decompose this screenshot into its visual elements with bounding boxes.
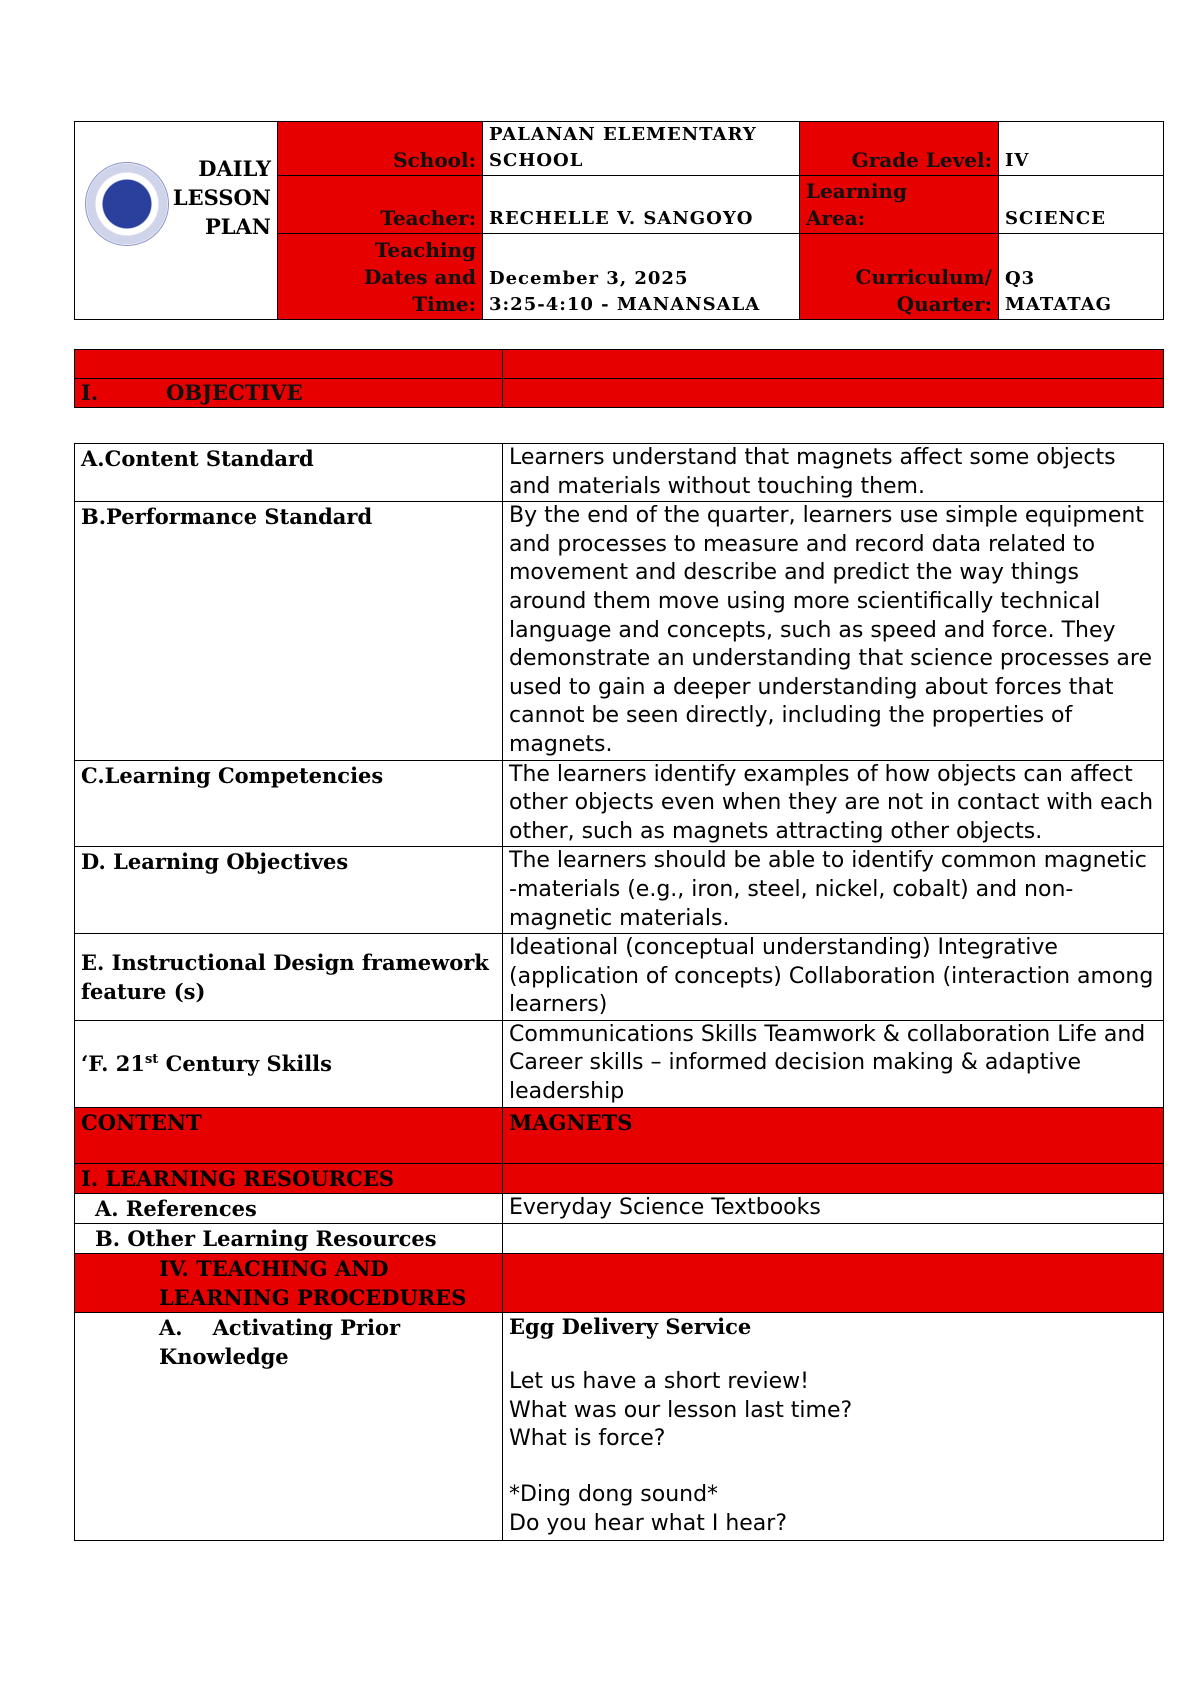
activating-line: Let us have a short review!	[509, 1369, 809, 1395]
activating-value	[503, 1312, 1164, 1540]
other-resources-value	[503, 1223, 1164, 1253]
other-resources-label: B. Other Learning Resources	[75, 1223, 503, 1253]
band-blank-right	[503, 350, 1164, 379]
activating-line: Do you hear what I hear?	[509, 1510, 788, 1536]
performance-standard-label: B.Performance Standard	[75, 502, 503, 760]
performance-standard-value: By the end of the quarter, learners use simple equipment and processes to measure and record data related to movement and describe and predict the way things around them move using more scientifically technical language and concepts, such as speed and force. They demonstrate an understanding that science processes are used to gain a deeper understanding about forces that cannot be seen directly, including the properties of magnets.	[503, 502, 1164, 760]
deped-seal-icon	[85, 162, 169, 246]
table-row	[75, 1020, 1164, 1107]
references-label: A. References	[75, 1193, 503, 1223]
design-label: E. Instructional Design framework feature (s)	[75, 934, 503, 1021]
table-row	[75, 1253, 1164, 1312]
logo-title-cell	[75, 122, 278, 320]
school-label: School:	[278, 122, 483, 176]
content-value: MAGNETS	[503, 1107, 1164, 1163]
table-row	[75, 1163, 1164, 1193]
curriculum-label: Curriculum/ Quarter:	[800, 234, 999, 320]
table-row	[75, 934, 1164, 1021]
table-row	[75, 1312, 1164, 1540]
table-row	[75, 1193, 1164, 1223]
teacher-value: RECHELLE V. SANGOYO	[483, 176, 800, 234]
school-value: PALANAN ELEMENTARY SCHOOL	[483, 122, 800, 176]
grade-label: Grade Level:	[800, 122, 999, 176]
competencies-label: C.Learning Competencies	[75, 760, 503, 847]
teacher-label: Teacher:	[278, 176, 483, 234]
skills-value: Communications Skills Teamwork & collaboration Life and Career skills – informed decision making & adaptive leadership	[503, 1020, 1164, 1107]
table-row	[75, 847, 1164, 934]
activating-label: A. Activating Prior Knowledge	[75, 1312, 503, 1540]
curriculum-value: Q3 MATATAG	[999, 234, 1164, 320]
procedures-label: IV. TEACHING AND LEARNING PROCEDURES	[75, 1253, 503, 1312]
objective-band	[74, 349, 1164, 408]
skills-label: ‘F. 21st Century Skills	[75, 1020, 503, 1107]
objectives-value: The learners should be able to identify common magnetic -materials (e.g., iron, steel, nickel, cobalt) and non-magnetic materials.	[503, 847, 1164, 934]
dates-value: December 3, 2025 3:25-4:10 - MANANSALA	[483, 234, 800, 320]
dlp-title: DAILY LESSON PLAN	[172, 156, 271, 239]
table-row	[75, 1223, 1164, 1253]
objectives-label: D. Learning Objectives	[75, 847, 503, 934]
activating-title: Egg Delivery Service	[509, 1313, 752, 1339]
band-blank-left	[75, 350, 503, 379]
content-label: CONTENT	[75, 1107, 503, 1163]
activating-line: What is force?	[509, 1426, 666, 1452]
lesson-table	[74, 443, 1164, 1541]
procedures-blank	[503, 1253, 1164, 1312]
resources-label: I. LEARNING RESOURCES	[75, 1163, 503, 1193]
table-row	[75, 760, 1164, 847]
resources-blank	[503, 1163, 1164, 1193]
objective-heading: I. OBJECTIVE	[75, 379, 503, 408]
area-label: Learning Area:	[800, 176, 999, 234]
area-value: SCIENCE	[999, 176, 1164, 234]
content-standard-value: Learners understand that magnets affect some objects and materials without touching them.	[503, 444, 1164, 502]
objective-heading-blank	[503, 379, 1164, 408]
table-row	[75, 444, 1164, 502]
references-value: Everyday Science Textbooks	[503, 1193, 1164, 1223]
grade-value: IV	[999, 122, 1164, 176]
table-row	[75, 502, 1164, 760]
dates-label: Teaching Dates and Time:	[278, 234, 483, 320]
header-table	[74, 121, 1164, 320]
table-row	[75, 1107, 1164, 1163]
competencies-value: The learners identify examples of how objects can affect other objects even when they are not in contact with each other, such as magnets attracting other objects.	[503, 760, 1164, 847]
design-value: Ideational (conceptual understanding) Integrative (application of concepts) Collaboration (interaction among learners)	[503, 934, 1164, 1021]
activating-line: What was our lesson last time?	[509, 1397, 853, 1423]
content-standard-label: A.Content Standard	[75, 444, 503, 502]
activating-line: *Ding dong sound*	[509, 1482, 719, 1508]
